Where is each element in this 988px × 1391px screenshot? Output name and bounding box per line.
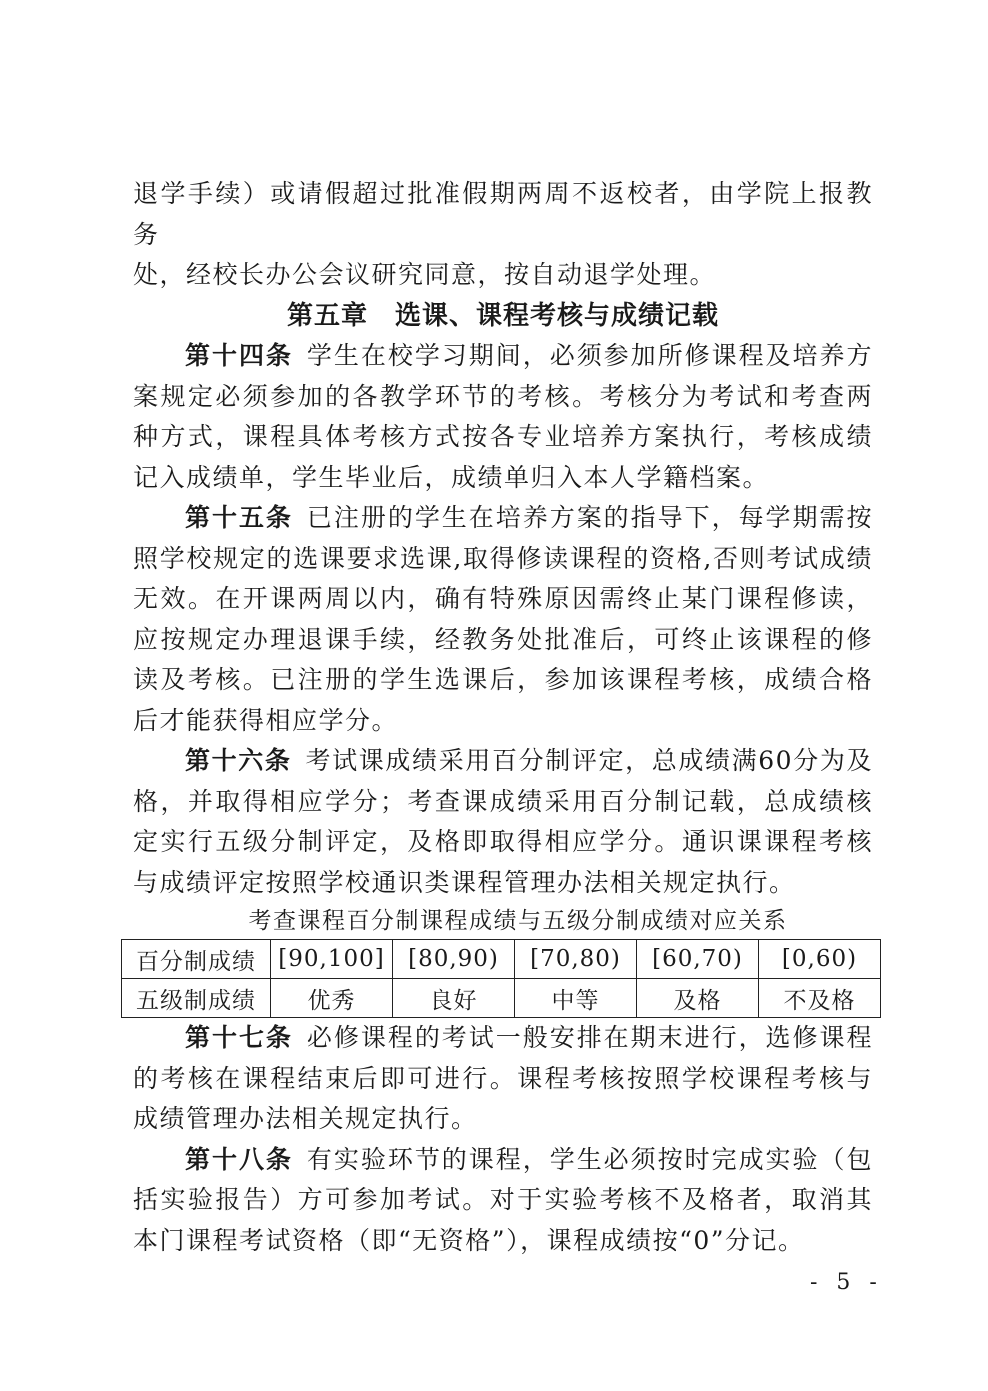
article-number: 第十六条	[185, 746, 292, 775]
grade-conversion-table	[121, 939, 881, 1018]
table-cell: 良好	[393, 979, 515, 1018]
page-number: - 5 -	[810, 1270, 883, 1295]
article-number: 第十八条	[185, 1144, 293, 1174]
chapter-title: 第五章 选课、课程考核与成绩记载	[286, 300, 719, 331]
table-cell: 中等	[515, 979, 637, 1018]
article-17	[133, 1018, 873, 1140]
article-text: 已注册的学生在培养方案的指导下，每学期需按照学校规定的选课要求选课,取得修读课程的资格,否则考试成绩无效。在开课两周以内，确有特殊原因需终止某门课程修读，应按规定办理退课手续，经教务处批准后，可终止该课程的修读及考核。已注册的学生选课后，参加该课程考核，成绩合格后才能获得相应学分。	[133, 503, 873, 735]
table-cell: 五级制成绩	[122, 979, 271, 1018]
article-text: 有实验环节的课程，学生必须按时完成实验（包括实验报告）方可参加考试。对于实验考核不及格者，取消其本门课程考试资格（即“无资格”），课程成绩按“0”分记。	[133, 1144, 873, 1255]
article-text: 学生在校学习期间，必须参加所修课程及培养方案规定必须参加的各教学环节的考核。考核分为考试和考查两种方式，课程具体考核方式按各专业培养方案执行，考核成绩记入成绩单，学生毕业后，成绩单归入本人学籍档案。	[133, 341, 873, 492]
table-cell: [0,60)	[759, 940, 881, 979]
article-number: 第十七条	[185, 1023, 293, 1052]
table-cell: [60,70)	[637, 940, 759, 979]
article-16	[133, 741, 873, 903]
table-row	[122, 940, 881, 979]
intro-line-2: 处，经校长办公会议研究同意，按自动退学处理。	[133, 260, 717, 289]
article-text: 必修课程的考试一般安排在期末进行，选修课程的考核在课程结束后即可进行。课程考核按照学校课程考核与成绩管理办法相关规定执行。	[133, 1023, 873, 1133]
table-cell: [80,90)	[393, 940, 515, 979]
table-row	[122, 979, 881, 1018]
article-15	[133, 498, 873, 741]
table-caption: 考查课程百分制课程成绩与五级分制成绩对应关系	[248, 908, 788, 934]
intro-line-1: 退学手续）或请假超过批准假期两周不返校者，由学院上报教务	[133, 179, 873, 249]
table-cell: 及格	[637, 979, 759, 1018]
article-number: 第十四条	[185, 341, 293, 370]
table-cell: 不及格	[759, 979, 881, 1018]
article-14	[133, 336, 873, 498]
article-text: 考试课成绩采用百分制评定，总成绩满60分为及格，并取得相应学分；考查课成绩采用百分制记载，总成绩核定实行五级分制评定，及格即取得相应学分。通识课课程考核与成绩评定按照学校通识类课程管理办法相关规定执行。	[133, 746, 873, 897]
page-content	[133, 174, 873, 1261]
table-cell: [90,100]	[271, 940, 393, 979]
table-cell: 百分制成绩	[122, 940, 271, 979]
article-18	[133, 1140, 873, 1262]
table-cell: 优秀	[271, 979, 393, 1018]
table-cell: [70,80)	[515, 940, 637, 979]
article-number: 第十五条	[185, 503, 293, 532]
